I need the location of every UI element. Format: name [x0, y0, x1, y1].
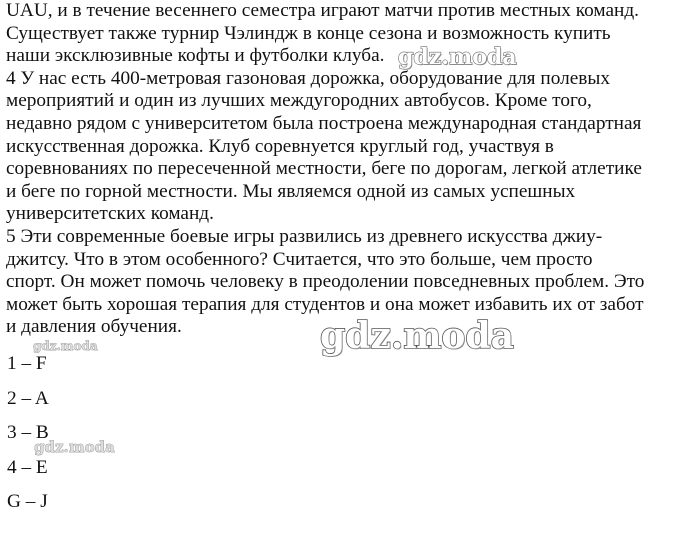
watermark-small: gdz.moda [33, 339, 98, 353]
watermark-large: gdz.moda [320, 315, 514, 357]
watermark-small: gdz.moda [34, 438, 115, 456]
text-line: Существует также турнир Чэлиндж в конце сезона и возможность купить [6, 22, 611, 44]
text-body [6, 0, 674, 339]
text-line: UAU, и в течение весеннего семестра играют матчи против местных команд. [6, 0, 639, 21]
text-line: мероприятий и один из лучших междугородних автобусов. Кроме того, [6, 90, 592, 112]
text-line: наши эксклюзивные кофты и футболки клуба. [6, 45, 385, 67]
text-line: университетских команд. [6, 203, 214, 225]
text-line: 4 У нас есть 400-метровая газоновая дорожка, оборудование для полевых [6, 67, 610, 89]
text-line: 5 Эти современные боевые игры развились из древнего искусства джиу- [6, 225, 603, 247]
answer-list [7, 353, 207, 526]
text-line: соревнованиях по пересеченной местности, беге по дорогам, легкой атлетике [6, 158, 642, 180]
text-line: может быть хорошая терапия для студентов и она может избавить их от забот [6, 293, 644, 315]
text-line: недавно рядом с университетом была построена международная стандартная [6, 112, 642, 134]
text-line: спорт. Он может помочь человеку в преодолении повседневных проблем. Это [6, 271, 645, 293]
text-line: джитсу. Что в этом особенного? Считается, что это больше, чем просто [6, 248, 593, 270]
answer-item: G – J [7, 491, 48, 512]
answer-item: 1 – F [7, 353, 47, 374]
answer-item: 3 – B [7, 422, 49, 443]
text-line: искусственная дорожка. Клуб соревнуется круглый год, участвуя в [6, 135, 554, 157]
text-line: и давления обучения. [6, 316, 182, 338]
watermark-top: gdz.moda [398, 44, 517, 70]
text-line: и беге по горной местности. Мы являемся одной из самых успешных [6, 180, 576, 202]
answer-item: 2 – A [7, 387, 49, 409]
answer-item: 4 – E [7, 456, 48, 478]
